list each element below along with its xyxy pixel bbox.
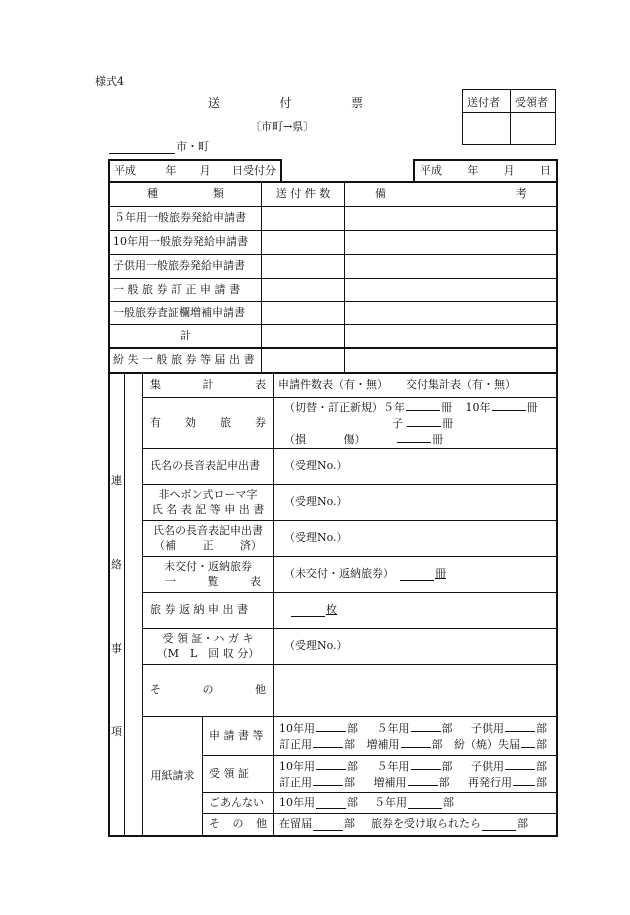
choon-hosei-value[interactable]: （受理No.） xyxy=(284,531,348,545)
order-item: 子供用 xyxy=(471,760,504,773)
order-item: 旅券を受け取られたら xyxy=(371,817,481,831)
row-label-child: 子供用一般旅券発給申請書 xyxy=(113,259,245,273)
blank[interactable] xyxy=(411,720,441,732)
mikofu-text: （未交付・返納旅券） xyxy=(284,567,394,581)
order-item: 増補用 xyxy=(373,776,407,789)
hepburn-value[interactable]: （受理No.） xyxy=(284,495,348,509)
label-char: 覧 xyxy=(207,574,219,588)
mikofu-value[interactable] xyxy=(284,557,554,592)
sonota-value[interactable] xyxy=(274,665,556,716)
count-cell[interactable] xyxy=(262,207,344,230)
order-item: 紛（焼）失届 xyxy=(454,738,520,751)
remarks-cell[interactable] xyxy=(345,349,556,372)
unit: 部 xyxy=(536,760,547,773)
order-item: 訂正用 xyxy=(279,776,312,789)
remarks-cell[interactable] xyxy=(345,302,556,324)
order-item: 増補用 xyxy=(366,738,400,751)
renraku-char: 項 xyxy=(111,725,122,738)
blank[interactable] xyxy=(408,774,438,786)
unit: 部 xyxy=(536,776,547,789)
order-item: 10年用 xyxy=(279,760,315,773)
sender-seal-field[interactable] xyxy=(464,113,509,144)
kofu-shukeihyo[interactable]: 交付集計表（有・無） xyxy=(406,378,516,392)
hepburn-label-line: 非ヘボン式ローマ字 xyxy=(158,487,258,501)
label-char: 券 xyxy=(255,415,266,429)
henno-value[interactable] xyxy=(290,593,550,628)
municipality-blank[interactable] xyxy=(109,142,175,154)
yoshi-shinsei-label: 申 請 書 等 xyxy=(209,728,264,742)
order-line xyxy=(279,758,547,774)
order-item: ５年用 xyxy=(376,760,410,773)
remarks-cell[interactable] xyxy=(345,207,556,230)
row-label-total: 計 xyxy=(180,328,191,342)
blank[interactable] xyxy=(316,797,346,809)
yuko-values[interactable] xyxy=(284,398,554,448)
renraku-char: 事 xyxy=(111,642,122,655)
blank[interactable] xyxy=(406,399,440,411)
blank[interactable] xyxy=(407,415,441,427)
yoshi-sonota-label xyxy=(209,814,267,835)
unit: 部 xyxy=(441,722,453,735)
blank[interactable] xyxy=(401,736,431,748)
blank[interactable] xyxy=(408,797,442,809)
yuko-label xyxy=(150,398,266,448)
blank[interactable] xyxy=(316,758,346,770)
title-char: 付 xyxy=(279,96,292,110)
blank[interactable] xyxy=(313,819,343,831)
label-char: の xyxy=(202,683,214,697)
municipality-line[interactable] xyxy=(108,138,209,154)
henno-label: 旅 券 返 納 申 出 書 xyxy=(150,603,248,617)
count-cell[interactable] xyxy=(262,231,344,254)
unit: 部 xyxy=(347,795,358,809)
blank[interactable] xyxy=(521,736,535,748)
order-item: ５年用 xyxy=(374,795,407,809)
shinsei-kensuhyo[interactable]: 申請件数表（有・無） xyxy=(278,378,388,392)
yoshi-juryo-label: 受 領 証 xyxy=(209,766,249,780)
order-line xyxy=(279,736,547,752)
shukeihyo-values[interactable] xyxy=(278,374,554,397)
count-cell[interactable] xyxy=(262,255,344,278)
yoshi-shinsei-values[interactable] xyxy=(279,717,555,755)
row-label-correction: 一 般 旅 券 訂 正 申 請 書 xyxy=(113,282,240,296)
yoshi-annai-label: ごあんない xyxy=(209,795,264,809)
unit: 部 xyxy=(536,738,547,751)
yuko-line-3 xyxy=(284,431,443,447)
unit: 部 xyxy=(344,776,355,789)
unit: 枚 xyxy=(326,603,337,617)
juryo-value[interactable]: （受理No.） xyxy=(284,639,348,653)
header-type: 種 類 xyxy=(147,187,224,201)
label-char: 他 xyxy=(255,683,266,697)
blank[interactable] xyxy=(492,399,526,411)
remarks-cell[interactable] xyxy=(345,255,556,278)
yuko-text: 子 xyxy=(392,417,403,430)
mikofu-label-line: 未交付・返納旅券 xyxy=(164,559,252,573)
date-month: 月 xyxy=(199,163,211,177)
row-label-lost: 紛 失 一 般 旅 券 等 届 出 書 xyxy=(113,353,255,367)
juryo-label-line: （M L 回 収 分） xyxy=(156,646,260,660)
choon-value[interactable]: （受理No.） xyxy=(284,459,348,473)
blank[interactable] xyxy=(411,758,441,770)
date-sent[interactable] xyxy=(420,161,551,181)
remarks-cell[interactable] xyxy=(345,325,556,347)
label-char: 表 xyxy=(250,574,261,588)
count-cell[interactable] xyxy=(262,302,344,324)
shukeihyo-label xyxy=(150,374,266,397)
date-month: 月 xyxy=(503,163,515,177)
label-char: の xyxy=(232,817,244,831)
row-label-5yr: ５年用一般旅券発給申請書 xyxy=(114,211,246,225)
order-item: 再発行用 xyxy=(468,776,512,789)
order-item: 訂正用 xyxy=(279,738,312,751)
seal-sender-label: 送付者 xyxy=(467,96,500,109)
blank[interactable] xyxy=(313,774,343,786)
unit: 冊 xyxy=(442,417,453,430)
blank[interactable] xyxy=(505,720,535,732)
blank[interactable] xyxy=(397,431,431,443)
choon-label: 氏名の長音表記申出書 xyxy=(150,459,260,473)
unit: 部 xyxy=(517,817,528,831)
choon-hosei-line: 氏名の長音表記申出書 xyxy=(153,523,263,537)
label-char: 計 xyxy=(202,378,214,392)
order-line xyxy=(279,774,547,790)
renraku-char: 絡 xyxy=(111,558,122,571)
row-label-visa-extension: 一般旅券査証欄増補申請書 xyxy=(113,305,245,319)
unit: 部 xyxy=(344,738,355,751)
unit: 部 xyxy=(443,795,454,809)
choon-hosei-label xyxy=(145,521,271,556)
title-char: 送 xyxy=(208,96,221,110)
seal-box xyxy=(462,89,556,145)
unit: 部 xyxy=(536,722,547,735)
municipality-label: 市・町 xyxy=(176,140,209,153)
blank[interactable] xyxy=(400,569,434,581)
label-char: そ xyxy=(209,817,220,831)
yuko-line-1 xyxy=(284,399,538,415)
unit: 冊 xyxy=(526,401,538,414)
yoshi-sonota-values[interactable] xyxy=(279,814,555,835)
blank[interactable] xyxy=(291,605,325,617)
date-year: 年 xyxy=(165,163,177,177)
yoshi-annai-values[interactable] xyxy=(279,793,555,813)
hepburn-label-line: 氏 名 表 記 等 申 出 書 xyxy=(151,502,265,516)
order-line xyxy=(279,720,547,736)
renraku-char: 連 xyxy=(111,474,122,487)
unit: 部 xyxy=(441,760,453,773)
header-remarks-a: 備 xyxy=(375,187,386,201)
order-item: 子供用 xyxy=(471,722,504,735)
mikofu-label xyxy=(145,557,271,592)
yoshi-juryo-values[interactable] xyxy=(279,756,555,792)
date-era: 平成 xyxy=(420,163,442,177)
blank[interactable] xyxy=(316,720,346,732)
yuko-text: （損 xyxy=(284,433,306,446)
label-char: そ xyxy=(150,683,161,697)
label-char: 一 xyxy=(165,574,176,588)
label-char: 集 xyxy=(150,378,161,392)
blank[interactable] xyxy=(505,758,535,770)
yuko-line-2 xyxy=(284,415,453,431)
remarks-cell[interactable] xyxy=(345,279,556,301)
juryo-label xyxy=(145,629,271,664)
date-year: 年 xyxy=(467,163,479,177)
form-number: 様式4 xyxy=(95,75,124,88)
unit: 部 xyxy=(347,760,358,773)
row-label-10yr: 10年用一般旅券発給申請書 xyxy=(113,235,248,249)
label-char: 有 xyxy=(150,415,161,429)
yuko-text: 10年 xyxy=(465,401,491,414)
hepburn-label xyxy=(145,485,271,520)
remarks-cell[interactable] xyxy=(345,231,556,254)
title-char: 票 xyxy=(350,96,363,110)
choon-hosei-line xyxy=(154,539,262,554)
label-char: 済） xyxy=(240,538,262,552)
header-remarks xyxy=(375,183,527,206)
order-item: ５年用 xyxy=(376,722,410,735)
count-cell[interactable] xyxy=(262,349,344,372)
seal-receiver-label: 受領者 xyxy=(515,96,548,109)
blank[interactable] xyxy=(313,736,343,748)
unit: 部 xyxy=(347,722,358,735)
yuko-text: （切替・訂正新規）５年 xyxy=(284,401,405,414)
order-item: 10年用 xyxy=(279,722,315,735)
label-char: 効 xyxy=(185,415,196,429)
order-item: 在留届 xyxy=(279,817,312,831)
form-subtitle: 〔市町→県〕 xyxy=(250,120,315,133)
unit: 部 xyxy=(431,738,443,751)
label-char: 旅 xyxy=(220,415,231,429)
yoshi-label: 用紙請求 xyxy=(150,768,195,782)
label-char: 正 xyxy=(202,538,214,552)
label-char: 他 xyxy=(256,817,267,831)
order-item: 10年用 xyxy=(279,795,315,809)
header-remarks-b: 考 xyxy=(516,187,527,201)
date-day: 日 xyxy=(539,163,551,177)
unit: 部 xyxy=(344,817,355,831)
blank[interactable] xyxy=(482,819,516,831)
date-received[interactable] xyxy=(114,161,276,181)
date-day-received: 日受付分 xyxy=(231,163,276,177)
unit: 部 xyxy=(438,776,450,789)
receiver-seal-field[interactable] xyxy=(511,113,556,144)
label-char: 表 xyxy=(255,378,266,392)
date-era: 平成 xyxy=(114,163,136,177)
mikofu-label-line xyxy=(155,575,261,590)
count-cell[interactable] xyxy=(262,279,344,301)
count-cell[interactable] xyxy=(262,325,344,347)
label-char: （補 xyxy=(154,538,176,552)
header-count: 送 付 件 数 xyxy=(275,187,331,201)
blank[interactable] xyxy=(513,774,535,786)
yuko-text: 傷） xyxy=(343,433,366,446)
unit: 冊 xyxy=(432,433,443,446)
unit: 冊 xyxy=(441,401,452,414)
form-title xyxy=(208,94,363,111)
unit: 冊 xyxy=(435,567,446,581)
juryo-label-line: 受 領 証・ハ ガ キ xyxy=(162,631,254,645)
sonota-label xyxy=(150,665,266,716)
